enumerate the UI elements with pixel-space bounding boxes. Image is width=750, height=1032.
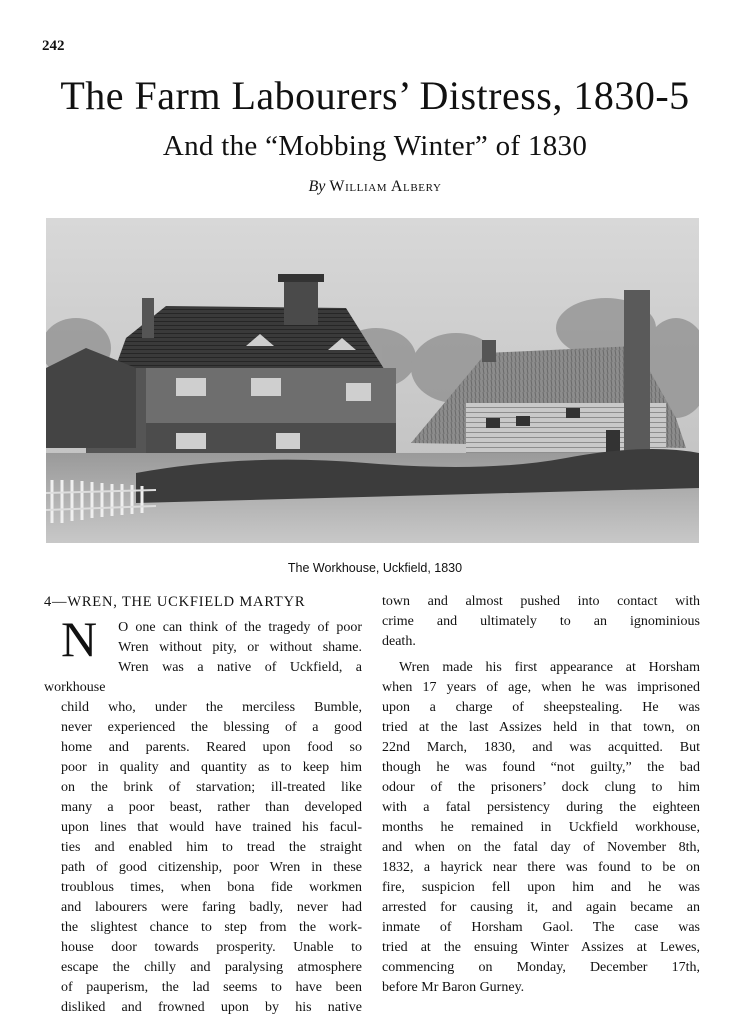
text-line: though he was found “not guilty,” the bad [382, 760, 700, 775]
text-line: 1832, a hayrick near there was found to be on [382, 860, 700, 875]
text-line: inmate of Horsham Gaol. The case was [382, 920, 700, 935]
text-line: town and almost pushed into contact with [382, 594, 700, 609]
paragraph-1-continued [382, 592, 700, 652]
text-line: when 17 years of age, when he was imprisoned [382, 680, 700, 695]
text-line: and when on the fatal day of November 8th, [382, 840, 700, 855]
text-line: poor in quality and quantity as to keep him [61, 760, 362, 775]
text-line: months he remained in Uckfield workhouse, [382, 820, 700, 835]
text-line: 22nd March, 1830, and was acquitted. But [382, 740, 700, 755]
text-line: crime and ultimately to an ignominious [382, 614, 700, 629]
section-heading: 4—WREN, THE UCKFIELD MARTYR [44, 594, 306, 610]
page-number: 242 [42, 38, 65, 54]
article-subtitle: And the “Mobbing Winter” of 1830 [162, 130, 588, 162]
text-line: house door towards prosperity. Unable to [61, 940, 362, 955]
text-line: before Mr Baron Gurney. [382, 980, 525, 995]
text-line: upon a charge of sheepstealing. He was [382, 700, 700, 715]
text-line: child who, under the merciless Bumble, [61, 700, 362, 715]
text-line: home and parents. Reared upon food so [61, 740, 362, 755]
drop-cap: N [61, 611, 98, 667]
text-line: odour of the prisoners’ dock clung to him [382, 780, 700, 795]
text-line: Wren made his first appearance at Horsham [399, 660, 700, 675]
photo-caption: The Workhouse, Uckfield, 1830 [287, 561, 463, 575]
text-line: Wren was a native of Uckfield, a workhouse [44, 660, 362, 695]
text-line: upon lines that would have trained his facul- [61, 820, 362, 835]
byline [0, 177, 750, 197]
left-column [44, 592, 362, 1018]
text-line: of pauperism, the lad seems to have been [61, 980, 362, 995]
text-line: troublous times, when bona fide workmen [61, 880, 362, 895]
byline-by: By [308, 178, 326, 195]
text-line: the slightest chance to step from the work- [61, 920, 362, 935]
text-line: ties and enabled him to tread the straight [61, 840, 362, 855]
text-line: arrested for causing it, and again became an [382, 900, 700, 915]
text-line: O one can think of the tragedy of poor [118, 620, 362, 635]
text-line: many a poor beast, rather than developed [61, 800, 362, 815]
right-column [382, 592, 700, 998]
text-line: and labourers were faring badly, never had [61, 900, 362, 915]
text-line: with a fatal persistency during the eighteen [382, 800, 700, 815]
byline-author: William Albery [329, 178, 442, 195]
paragraph-2 [382, 658, 700, 998]
text-line: commencing on Monday, December 17th, [382, 960, 700, 975]
text-line: path of good citizenship, poor Wren in these [61, 860, 362, 875]
paragraph-1-text-left [44, 611, 362, 1018]
text-line: fire, suspicion fell upon him and he was [382, 880, 700, 895]
text-line: disliked and frowned upon by his native [61, 1000, 362, 1015]
text-line: tried at the last Assizes held in that town, on [382, 720, 700, 735]
text-line: death. [382, 634, 416, 649]
text-line: Wren without pity, or without shame. [118, 640, 362, 655]
paragraph-1-start [44, 611, 362, 1018]
text-line: on the brink of starvation; ill-treated like [61, 780, 362, 795]
text-line: escape the chilly and paralysing atmosphere [61, 960, 362, 975]
text-line: tried at the ensuing Winter Assizes at Lewes, [382, 940, 700, 955]
workhouse-photo-illustration [46, 218, 699, 543]
text-line: never experienced the blessing of a good [61, 720, 362, 735]
article-title: The Farm Labourers’ Distress, 1830-5 [60, 73, 690, 118]
workhouse-photo [46, 218, 699, 543]
